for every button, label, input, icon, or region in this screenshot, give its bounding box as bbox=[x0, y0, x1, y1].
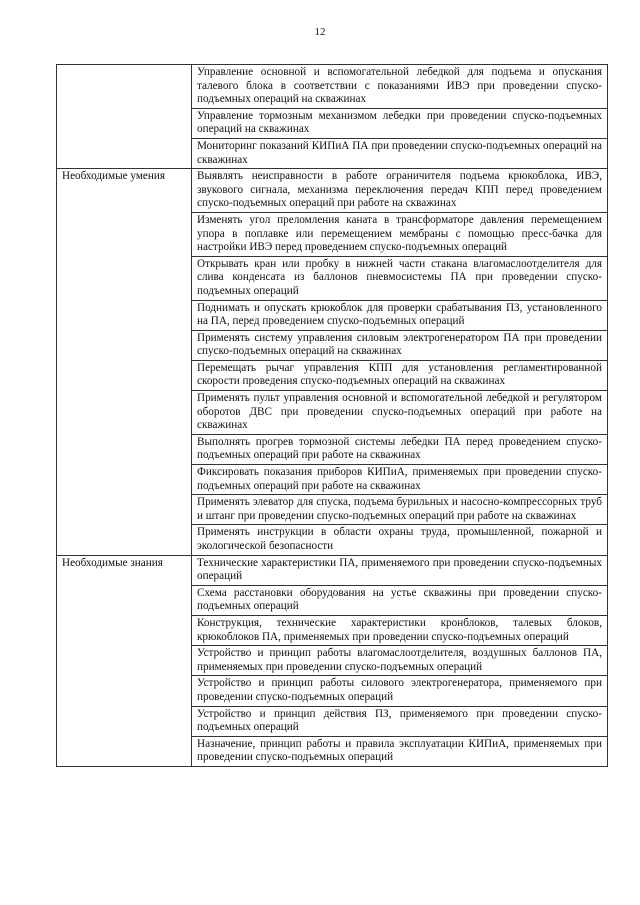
requirement-item: Фиксировать показания приборов КИПиА, применяемых при проведении спуско-подъемных операций при работе на скважинах bbox=[192, 465, 608, 495]
requirement-item: Применять систему управления силовым электрогенератором ПА при проведении спуско-подъемных операций на скважинах bbox=[192, 330, 608, 360]
requirement-item: Устройство и принцип работы силового электрогенератора, применяемого при проведении спуско-подъемных операций bbox=[192, 676, 608, 706]
requirement-item: Поднимать и опускать крюкоблок для проверки срабатывания ПЗ, установленного на ПА, перед проведением спуско-подъемных операций bbox=[192, 300, 608, 330]
table-row bbox=[57, 65, 608, 109]
requirement-item: Применять элеватор для спуска, подъема бурильных и насосно-компрессорных труб и штанг при проведении спуско-подъемных операций при работе на скважинах bbox=[192, 495, 608, 525]
requirement-item: Устройство и принцип действия ПЗ, применяемого при проведении спуско-подъемных операций bbox=[192, 706, 608, 736]
requirement-item: Управление основной и вспомогательной лебедкой для подъема и опускания талевого блока в соответствии с показаниями ИВЭ при проведении спуско-подъемных операций на скважинах bbox=[192, 65, 608, 109]
competency-table bbox=[56, 64, 608, 767]
section-label bbox=[57, 65, 192, 169]
requirement-item: Применять пульт управления основной и вспомогательной лебедкой и регулятором оборотов ДВС при проведении спуско-подъемных операций при работе на скважинах bbox=[192, 391, 608, 435]
competency-table-body bbox=[57, 65, 608, 767]
requirement-item: Выполнять прогрев тормозной системы лебедки ПА перед проведением спуско-подъемных операций при работе на скважинах bbox=[192, 434, 608, 464]
requirement-item: Выявлять неисправности в работе ограничителя подъема крюкоблока, ИВЭ, звукового сигнала, механизма переключения передач КПП перед проведением спуско-подъемных операций при работе на скважинах bbox=[192, 169, 608, 213]
requirement-item: Изменять угол преломления каната в трансформаторе давления перемещением упора в поплавке или перемещением мембраны с помощью пресс-бачка для настройки ИВЭ перед проведением спуско-подъемных операций bbox=[192, 212, 608, 256]
page-number: 12 bbox=[314, 26, 326, 38]
table-row bbox=[57, 555, 608, 585]
requirement-item: Схема расстановки оборудования на устье скважины при проведении спуско-подъемных операций bbox=[192, 585, 608, 615]
requirement-item: Применять инструкции в области охраны труда, промышленной, пожарной и экологической безопасности bbox=[192, 525, 608, 555]
requirement-item: Назначение, принцип работы и правила эксплуатации КИПиА, применяемых при проведении спуско-подъемных операций bbox=[192, 736, 608, 766]
requirement-item: Технические характеристики ПА, применяемого при проведении спуско-подъемных операций bbox=[192, 555, 608, 585]
requirement-item: Устройство и принцип работы влагомаслоотделителя, воздушных баллонов ПА, применяемых при проведении спуско-подъемных операций bbox=[192, 646, 608, 676]
requirement-item: Перемещать рычаг управления КПП для установления регламентированной скорости проведения спуско-подъемных операций на скважинах bbox=[192, 360, 608, 390]
requirement-item: Мониторинг показаний КИПиА ПА при проведении спуско-подъемных операций на скважинах bbox=[192, 138, 608, 168]
section-label: Необходимые знания bbox=[57, 555, 192, 766]
table-row bbox=[57, 169, 608, 213]
requirement-item: Управление тормозным механизмом лебедки при проведении спуско-подъемных операций на скважинах bbox=[192, 108, 608, 138]
requirement-item: Конструкция, технические характеристики кронблоков, талевых блоков, крюкоблоков ПА, применяемых при проведении спуско-подъемных операций bbox=[192, 615, 608, 645]
requirement-item: Открывать кран или пробку в нижней части стакана влагомаслоотделителя для слива конденсата из баллонов пневмосистемы ПА при проведении спуско-подъемных операций bbox=[192, 256, 608, 300]
section-label: Необходимые умения bbox=[57, 169, 192, 555]
